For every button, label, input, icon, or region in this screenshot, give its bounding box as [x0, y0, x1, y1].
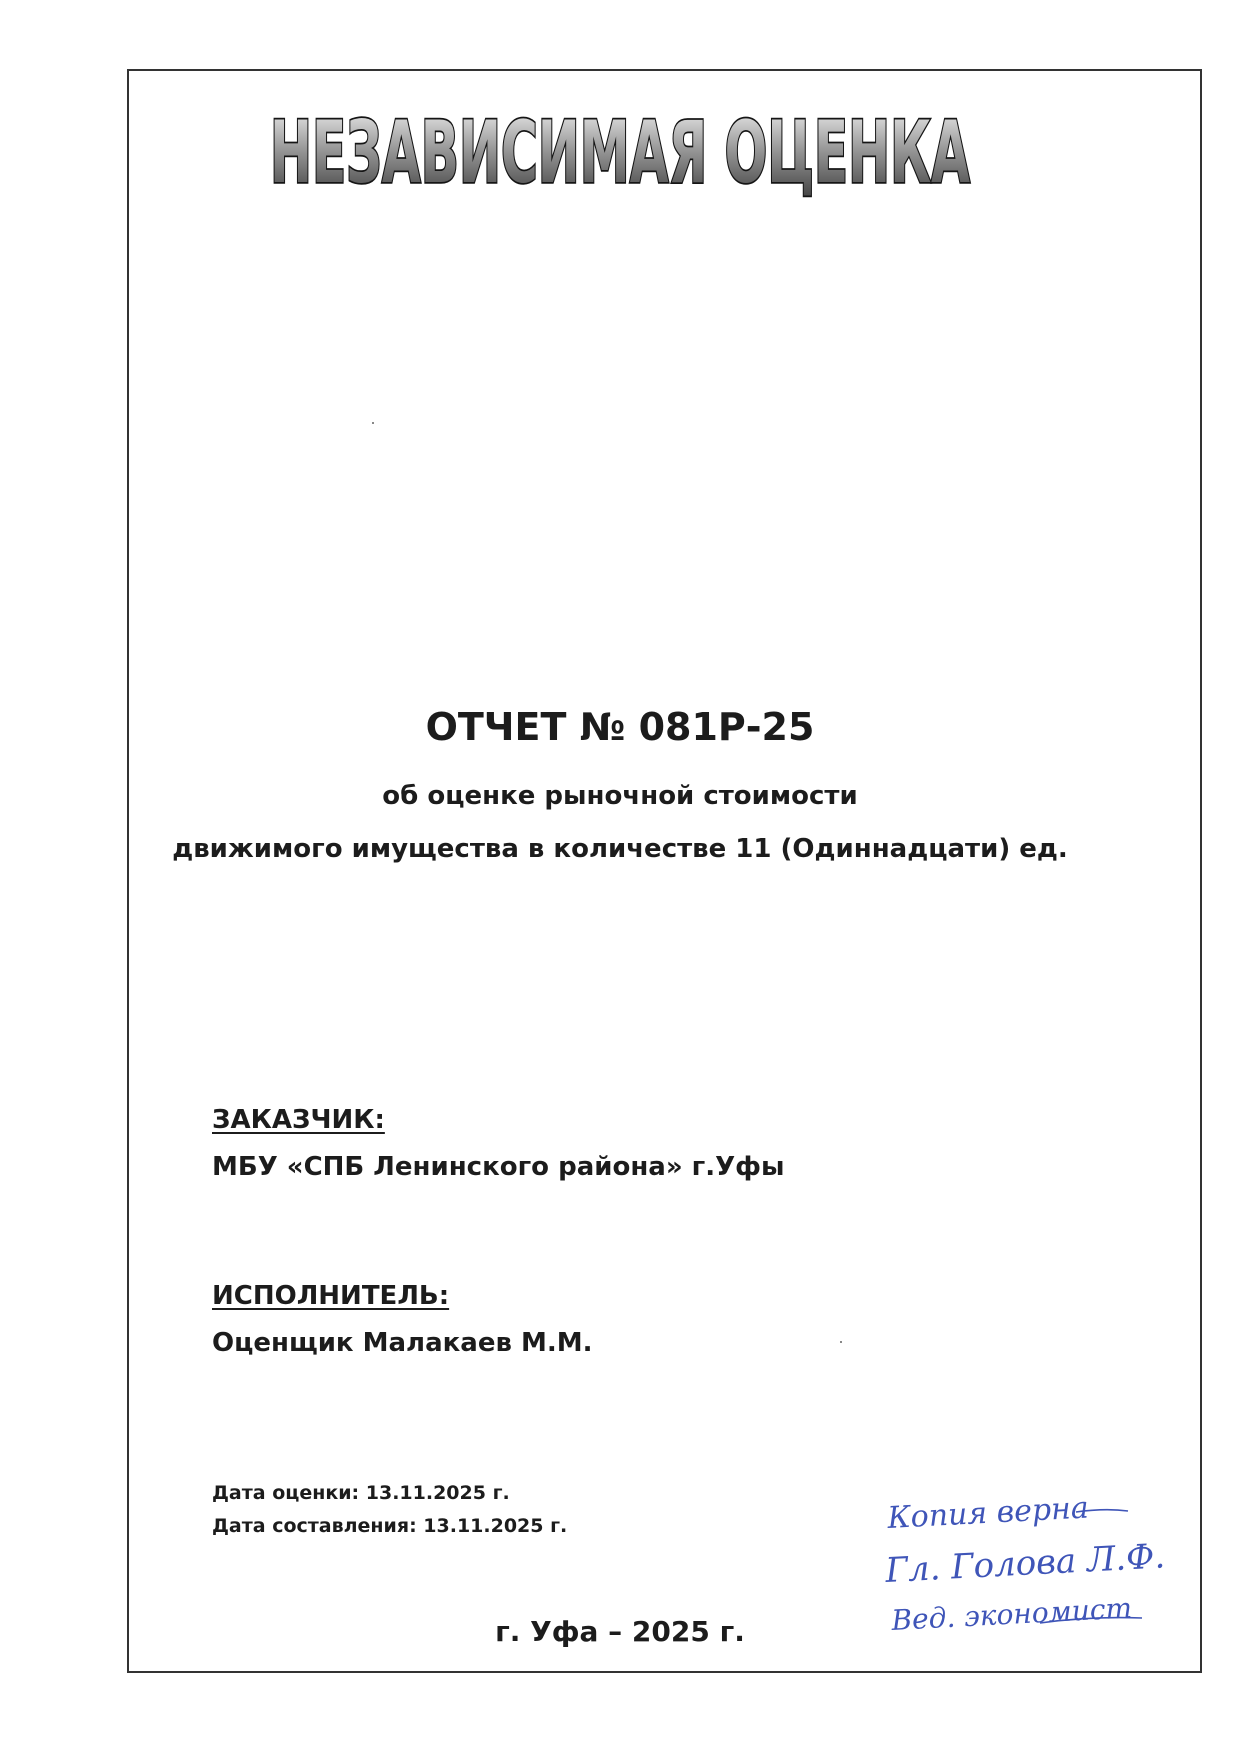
- scan-speck: [840, 1341, 842, 1343]
- report-subtitle-line1: об оценке рыночной стоимости: [382, 781, 858, 811]
- valuation-date: Дата оценки: 13.11.2025 г.: [212, 1482, 510, 1504]
- customer-value: МБУ «СПБ Ленинского района» г.Уфы: [212, 1152, 785, 1182]
- report-subtitle-line2: движимого имущества в количестве 11 (Одиннадцати) ед.: [172, 834, 1068, 864]
- company-logo: [0, 100, 1240, 200]
- executor-label: ИСПОЛНИТЕЛЬ:: [212, 1281, 450, 1311]
- handwritten-note-line1: Копия верна: [886, 1490, 1090, 1536]
- city-year: г. Уфа – 2025 г.: [495, 1615, 745, 1648]
- report-title: ОТЧЕТ № 081Р-25: [425, 705, 815, 749]
- company-logo-text: НЕЗАВИСИМАЯ ОЦЕНКА: [270, 103, 971, 200]
- customer-label: ЗАКАЗЧИК:: [212, 1105, 385, 1135]
- scan-speck: [372, 422, 374, 424]
- handwritten-note-line2: Гл. Голова Л.Ф.: [884, 1536, 1167, 1591]
- handwritten-certification-note: [880, 1490, 1180, 1655]
- page-border-frame: [127, 69, 1202, 1673]
- executor-value: Оценщик Малакаев М.М.: [212, 1328, 593, 1358]
- handwritten-note-line3: Вед. экономист: [890, 1591, 1133, 1637]
- compilation-date: Дата составления: 13.11.2025 г.: [212, 1515, 568, 1537]
